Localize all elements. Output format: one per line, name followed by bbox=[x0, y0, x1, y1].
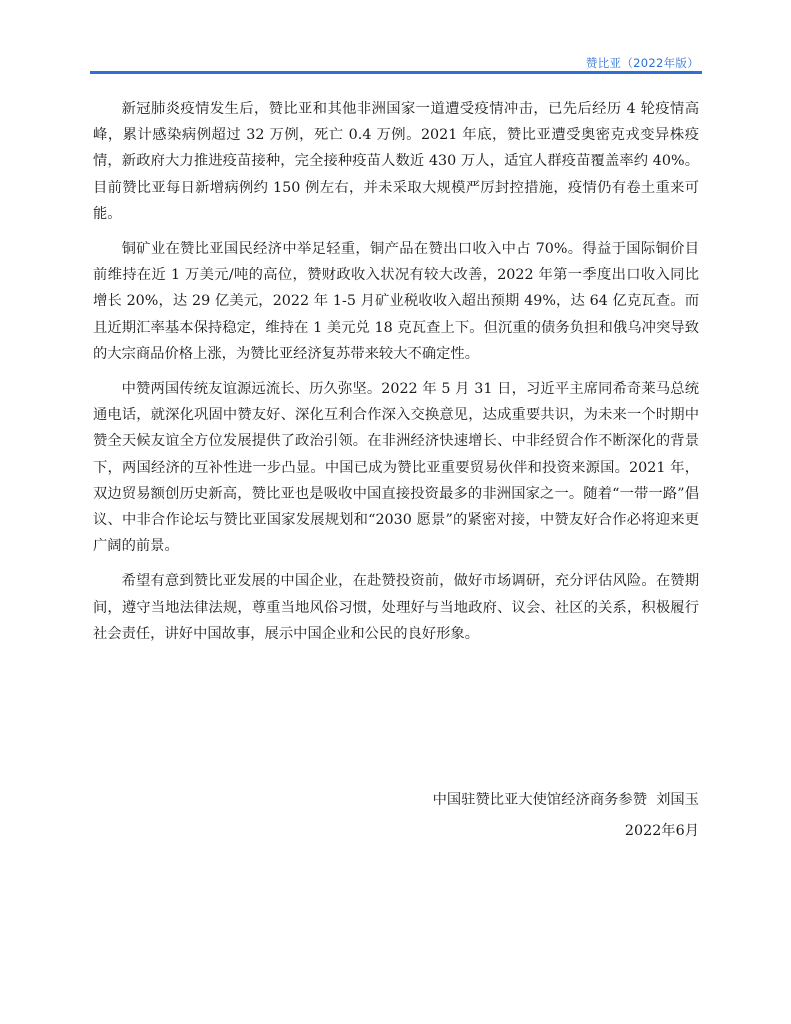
paragraph-china-zambia-relations: 中赞两国传统友谊源远流长、历久弥坚。2022 年 5 月 31 日，习近平主席同希奇莱马总统通电话，就深化巩固中赞友好、深化互利合作深入交换意见，达成重要共识，为未来一个时期中赞全天候友谊全方位发展提供了政治引领。在非洲经济快速增长、中非经贸合作不断深化的背景下，两国经济的互补性进一步凸显。中国已成为赞比亚重要贸易伙伴和投资来源国。2021 年，双边贸易额创历史新高，赞比亚也是吸收中国直接投资最多的非洲国家之一。随着“一带一路”倡议、中非合作论坛与赞比亚国家发展规划和“2030 愿景”的紧密对接，中赞友好合作必将迎来更广阔的前景。 bbox=[93, 381, 699, 555]
signature-author: 中国驻赞比亚大使馆经济商务参赞 刘国玉 bbox=[432, 792, 699, 808]
body-text bbox=[93, 96, 699, 656]
header-label: 赞比亚（2022年版） bbox=[585, 56, 699, 70]
paragraph-covid: 新冠肺炎疫情发生后，赞比亚和其他非洲国家一道遭受疫情冲击，已先后经历 4 轮疫情高峰，累计感染病例超过 32 万例，死亡 0.4 万例。2021 年底，赞比亚遭受奥密克戎变异株疫情，新政府大力推进疫苗接种，完全接种疫苗人数近 430 万人，适宜人群疫苗覆盖率约 40%。目前赞比亚每日新增病例约 150 例左右，并未采取大规模严厉封控措施，疫情仍有卷土重来可能。 bbox=[93, 101, 699, 222]
paragraph-copper-economy: 铜矿业在赞比亚国民经济中举足轻重，铜产品在赞出口收入中占 70%。得益于国际铜价目前维持在近 1 万美元/吨的高位，赞财政收入状况有较大改善，2022 年第一季度出口收入同比增长 20%，达 29 亿美元，2022 年 1-5 月矿业税收收入超出预期 49%，达 64 亿克瓦查。而且近期汇率基本保持稳定，维持在 1 美元兑 18 克瓦查上下。但沉重的债务负担和俄乌冲突导致的大宗商品价格上涨，为赞比亚经济复苏带来较大不确定性。 bbox=[93, 241, 699, 362]
paragraph-advice: 希望有意到赞比亚发展的中国企业，在赴赞投资前，做好市场调研，充分评估风险。在赞期间，遵守当地法律法规，尊重当地风俗习惯，处理好与当地政府、议会、社区的关系，积极履行社会责任，讲好中国故事，展示中国企业和公民的良好形象。 bbox=[93, 573, 699, 642]
signature-date: 2022年6月 bbox=[624, 823, 699, 839]
signature-block bbox=[433, 785, 699, 847]
header-rule bbox=[90, 71, 702, 74]
